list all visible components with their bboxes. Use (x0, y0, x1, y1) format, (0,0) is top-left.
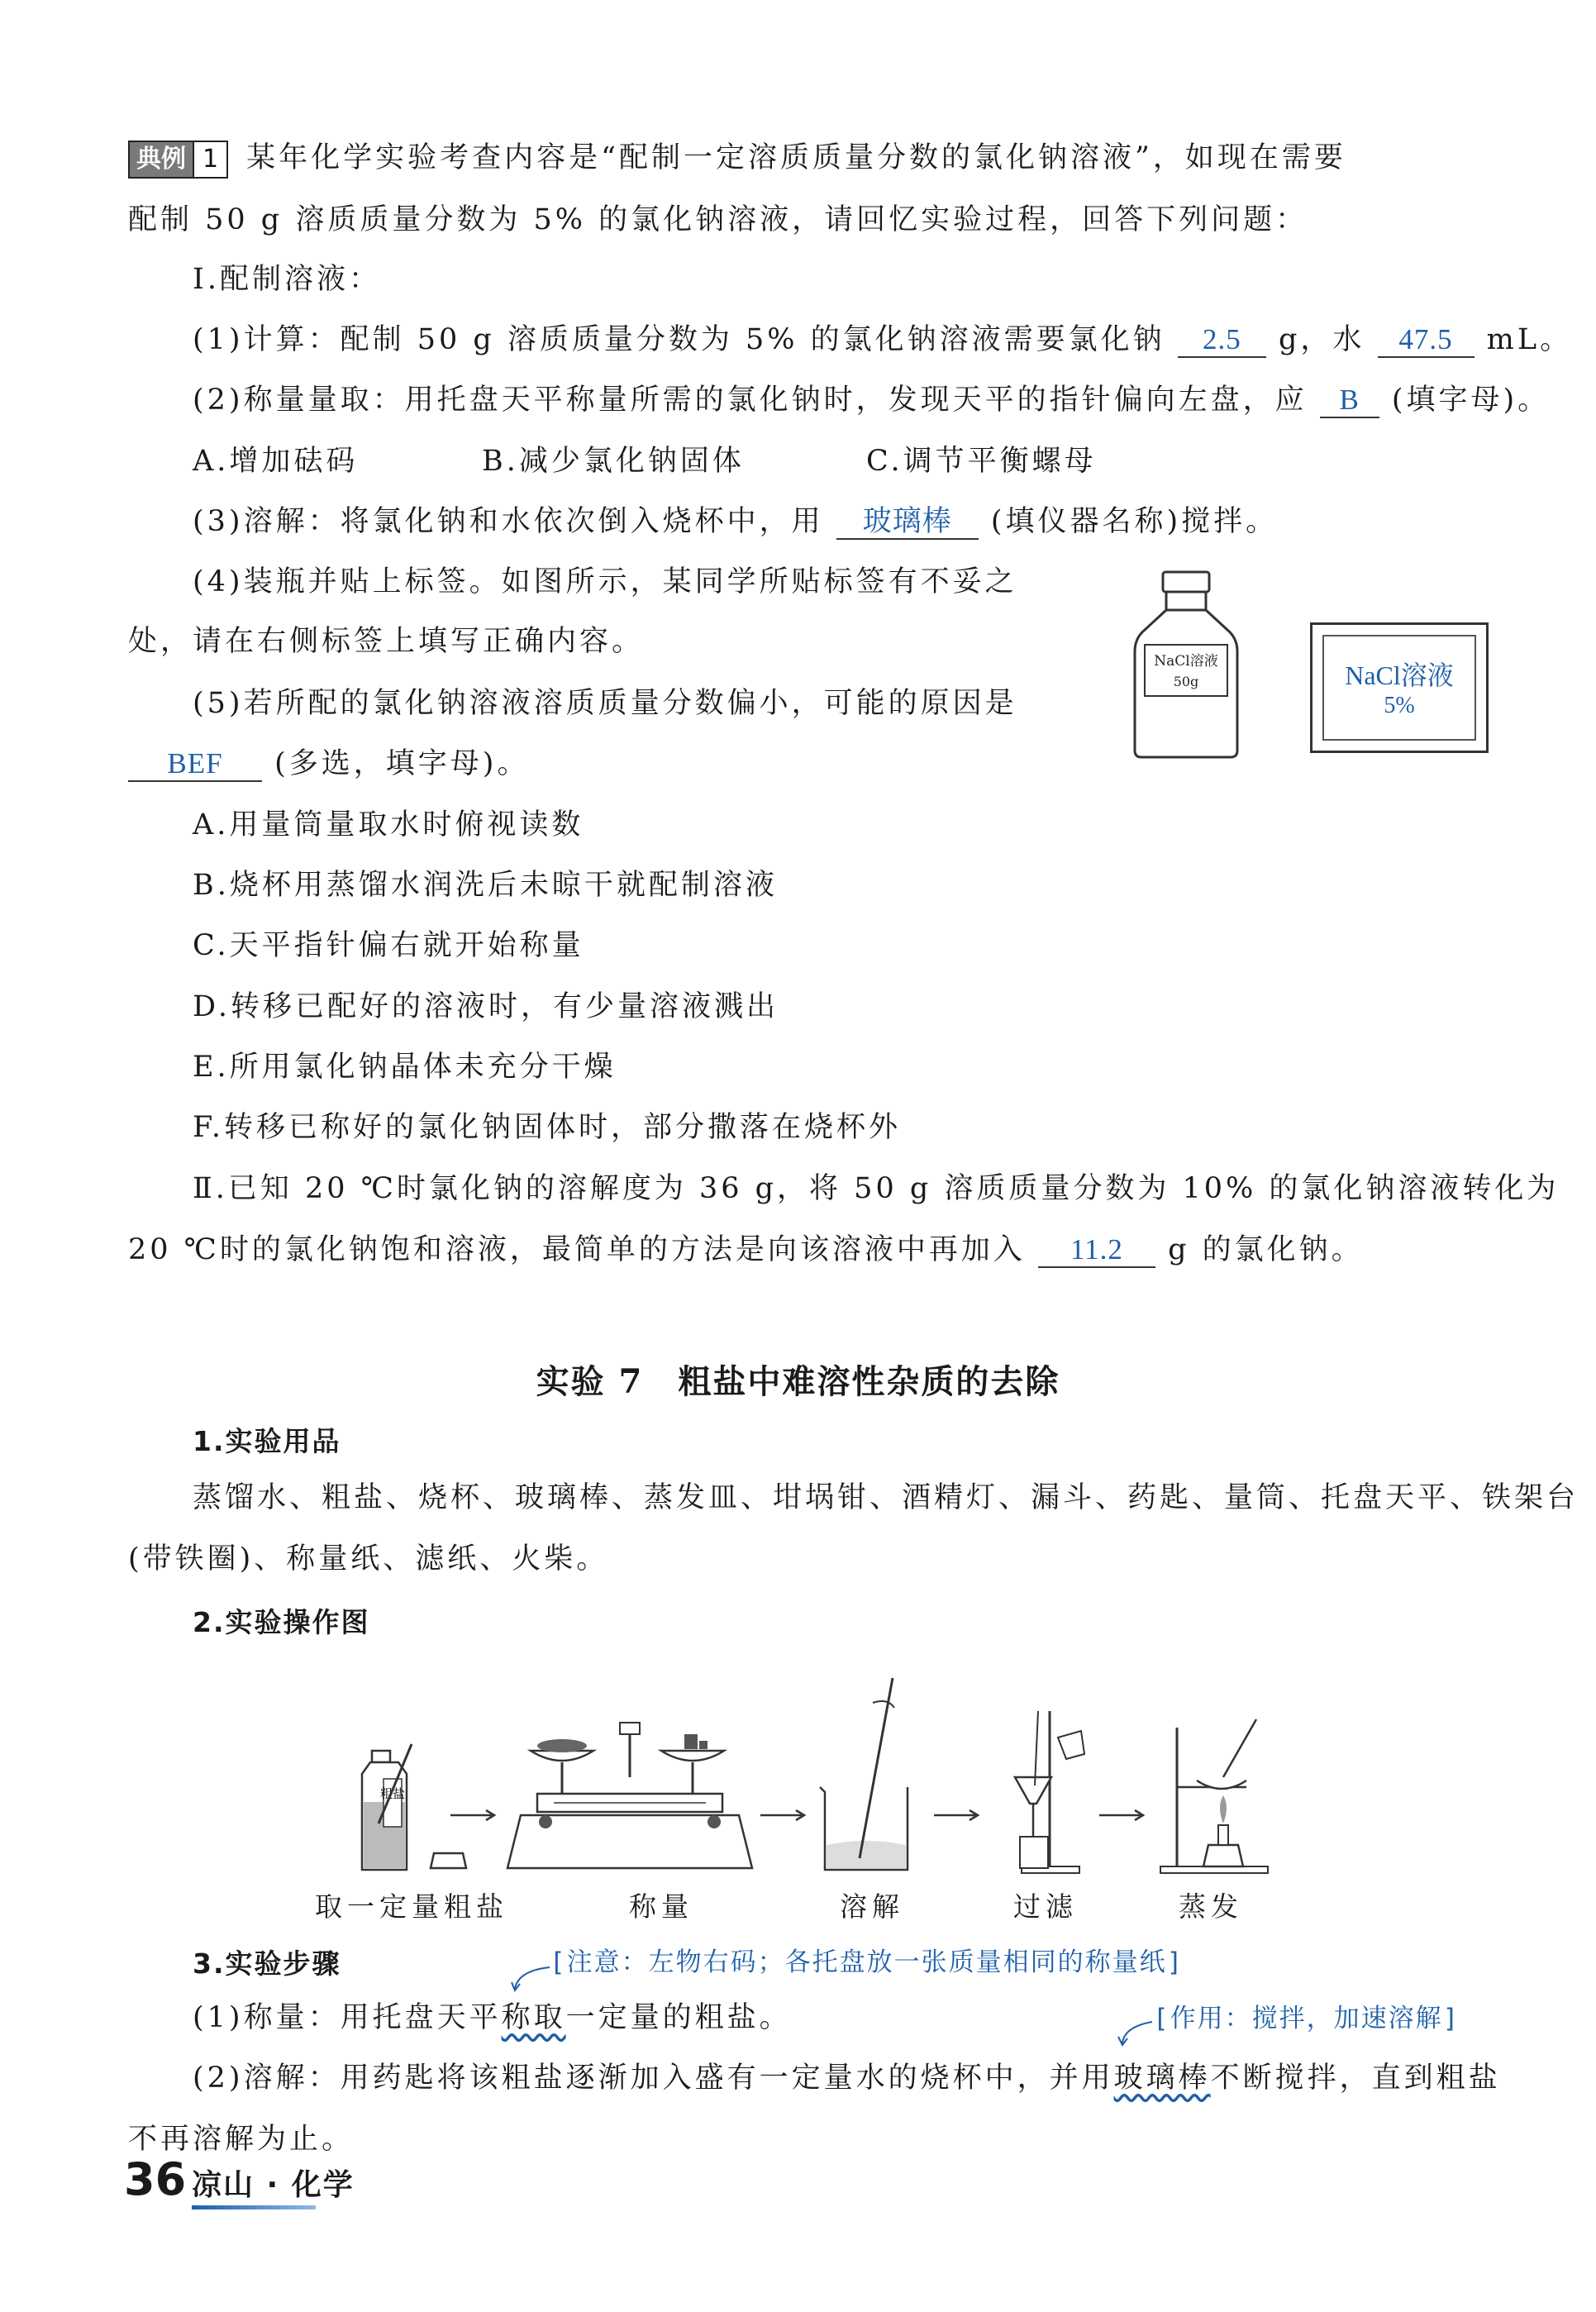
q2-option-b: B.减少氯化钠固体 (482, 445, 745, 478)
question-1: (1)计算：配制 50 g 溶质质量分数为 5% 的氯化钠溶液需要氯化钠 2.5 g，水 47.5 mL。 (193, 323, 1573, 356)
note-left-object-right-weight: [注意：左物右码；各托盘放一张质量相同的称量纸] (550, 1947, 1184, 1977)
q2-option-c: C.调节平衡螺母 (866, 445, 1097, 478)
note-stir-function: [作用：搅拌，加速溶解] (1153, 2004, 1460, 2033)
step-1-weigh: (1)称量：用托盘天平称取一定量的粗盐。 (193, 2001, 792, 2034)
answer-q5: BEF (128, 747, 262, 782)
bottle-label-line2: 50g (1173, 674, 1199, 689)
svg-text:粗盐: 粗盐 (379, 1786, 406, 1801)
answer-q3: 玻璃棒 (836, 505, 979, 540)
caption-dissolve: 溶解 (840, 1890, 904, 1923)
answer-q2: B (1320, 384, 1379, 418)
question-4-line2: 处，请在右侧标签上填写正确内容。 (128, 625, 645, 658)
materials-line2: (带铁圈)、称量纸、滤纸、火柴。 (128, 1542, 609, 1575)
subsection-1-title: 1.实验用品 (193, 1425, 341, 1457)
example-intro-line1: 典例 1 某年化学实验考查内容是“配制一定溶质质量分数的氯化钠溶液”，如现在需要 (128, 136, 1493, 179)
correct-label-line1: NaCl溶液 (1345, 660, 1454, 690)
question-2-options (193, 440, 1493, 483)
caption-take-salt: 取一定量粗盐 (315, 1890, 508, 1923)
caption-filter: 过滤 (1013, 1890, 1078, 1923)
caption-weigh: 称量 (629, 1890, 693, 1923)
example-badge: 典例 1 (128, 141, 228, 179)
reagent-bottle-figure (1128, 570, 1244, 760)
question-5-line1: (5)若所配的氯化钠溶液溶质质量分数偏小，可能的原因是 (193, 687, 1017, 720)
answer-part2: 11.2 (1038, 1233, 1155, 1268)
bottle-label-line1: NaCl溶液 (1154, 653, 1218, 670)
part2-line2: 20 ℃时的氯化钠饱和溶液，最简单的方法是向该溶液中再加入 11.2 g 的氯化钠。 (128, 1233, 1364, 1266)
question-5-line2: BEF (多选，填字母)。 (128, 742, 1493, 785)
beaker-figure (820, 1678, 908, 1870)
q5-option-d: D.转移已配好的溶液时，有少量溶液溅出 (193, 990, 779, 1023)
page-number: 36 (124, 2153, 187, 2205)
crude-salt-jar-figure (362, 1744, 466, 1870)
balance-figure (507, 1723, 752, 1868)
question-2: (2)称量量取：用托盘天平称量所需的氯化钠时，发现天平的指针偏向左盘，应 B (填字母)。 (193, 384, 1551, 417)
part2-line1: Ⅱ.已知 20 ℃时氯化钠的溶解度为 36 g，将 50 g 溶质质量分数为 10% 的氯化钠溶液转化为 (193, 1172, 1560, 1205)
note-arrow-icon (508, 1961, 558, 1994)
q5-option-b: B.烧杯用蒸馏水润洗后未晾干就配制溶液 (193, 869, 778, 902)
step-2-dissolve: (2)溶解：用药匙将该粗盐逐渐加入盛有一定量水的烧杯中，并用玻璃棒不断搅拌，直到粗盐 (193, 2062, 1501, 2095)
section-title: 实验 7 粗盐中难溶性杂质的去除 (536, 1362, 1060, 1401)
operation-diagram (314, 1661, 1306, 1885)
caption-evaporate: 蒸发 (1179, 1890, 1243, 1923)
evaporation-figure (1160, 1719, 1268, 1873)
q5-option-a: A.用量筒量取水时俯视读数 (193, 808, 584, 841)
answer-q1-water: 47.5 (1378, 323, 1475, 358)
q5-option-c: C.天平指针偏右就开始称量 (193, 929, 584, 962)
correct-label-line2: 5% (1384, 693, 1415, 718)
filtration-figure (1015, 1711, 1084, 1873)
footer-accent-bar (192, 2205, 316, 2210)
book-title: 凉山 · 化学 (192, 2168, 355, 2202)
question-4-line1: (4)装瓶并贴上标签。如图所示，某同学所贴标签有不妥之 (193, 565, 1017, 598)
q5-option-f: F.转移已称好的氯化钠固体时，部分撒落在烧杯外 (193, 1111, 901, 1144)
subsection-2-title: 2.实验操作图 (193, 1606, 370, 1638)
q5-option-e: E.所用氯化钠晶体未充分干燥 (193, 1051, 617, 1084)
part1-title: Ⅰ.配制溶液： (193, 263, 381, 296)
subsection-3-title: 3.实验步骤 (193, 1947, 341, 1980)
step-2-line2: 不再溶解为止。 (128, 2123, 355, 2156)
answer-q1-nacl: 2.5 (1178, 323, 1266, 358)
question-3: (3)溶解：将氯化钠和水依次倒入烧杯中，用 玻璃棒 (填仪器名称)搅拌。 (193, 505, 1279, 538)
note2-arrow-icon (1116, 2017, 1157, 2047)
materials-line1: 蒸馏水、粗盐、烧杯、玻璃棒、蒸发皿、坩埚钳、酒精灯、漏斗、药匙、量筒、托盘天平、铁架台 (193, 1481, 1579, 1514)
example-intro-line2: 配制 50 g 溶质质量分数为 5% 的氯化钠溶液，请回忆实验过程，回答下列问题： (128, 203, 1308, 236)
q2-option-a: A.增加砝码 (193, 445, 359, 478)
